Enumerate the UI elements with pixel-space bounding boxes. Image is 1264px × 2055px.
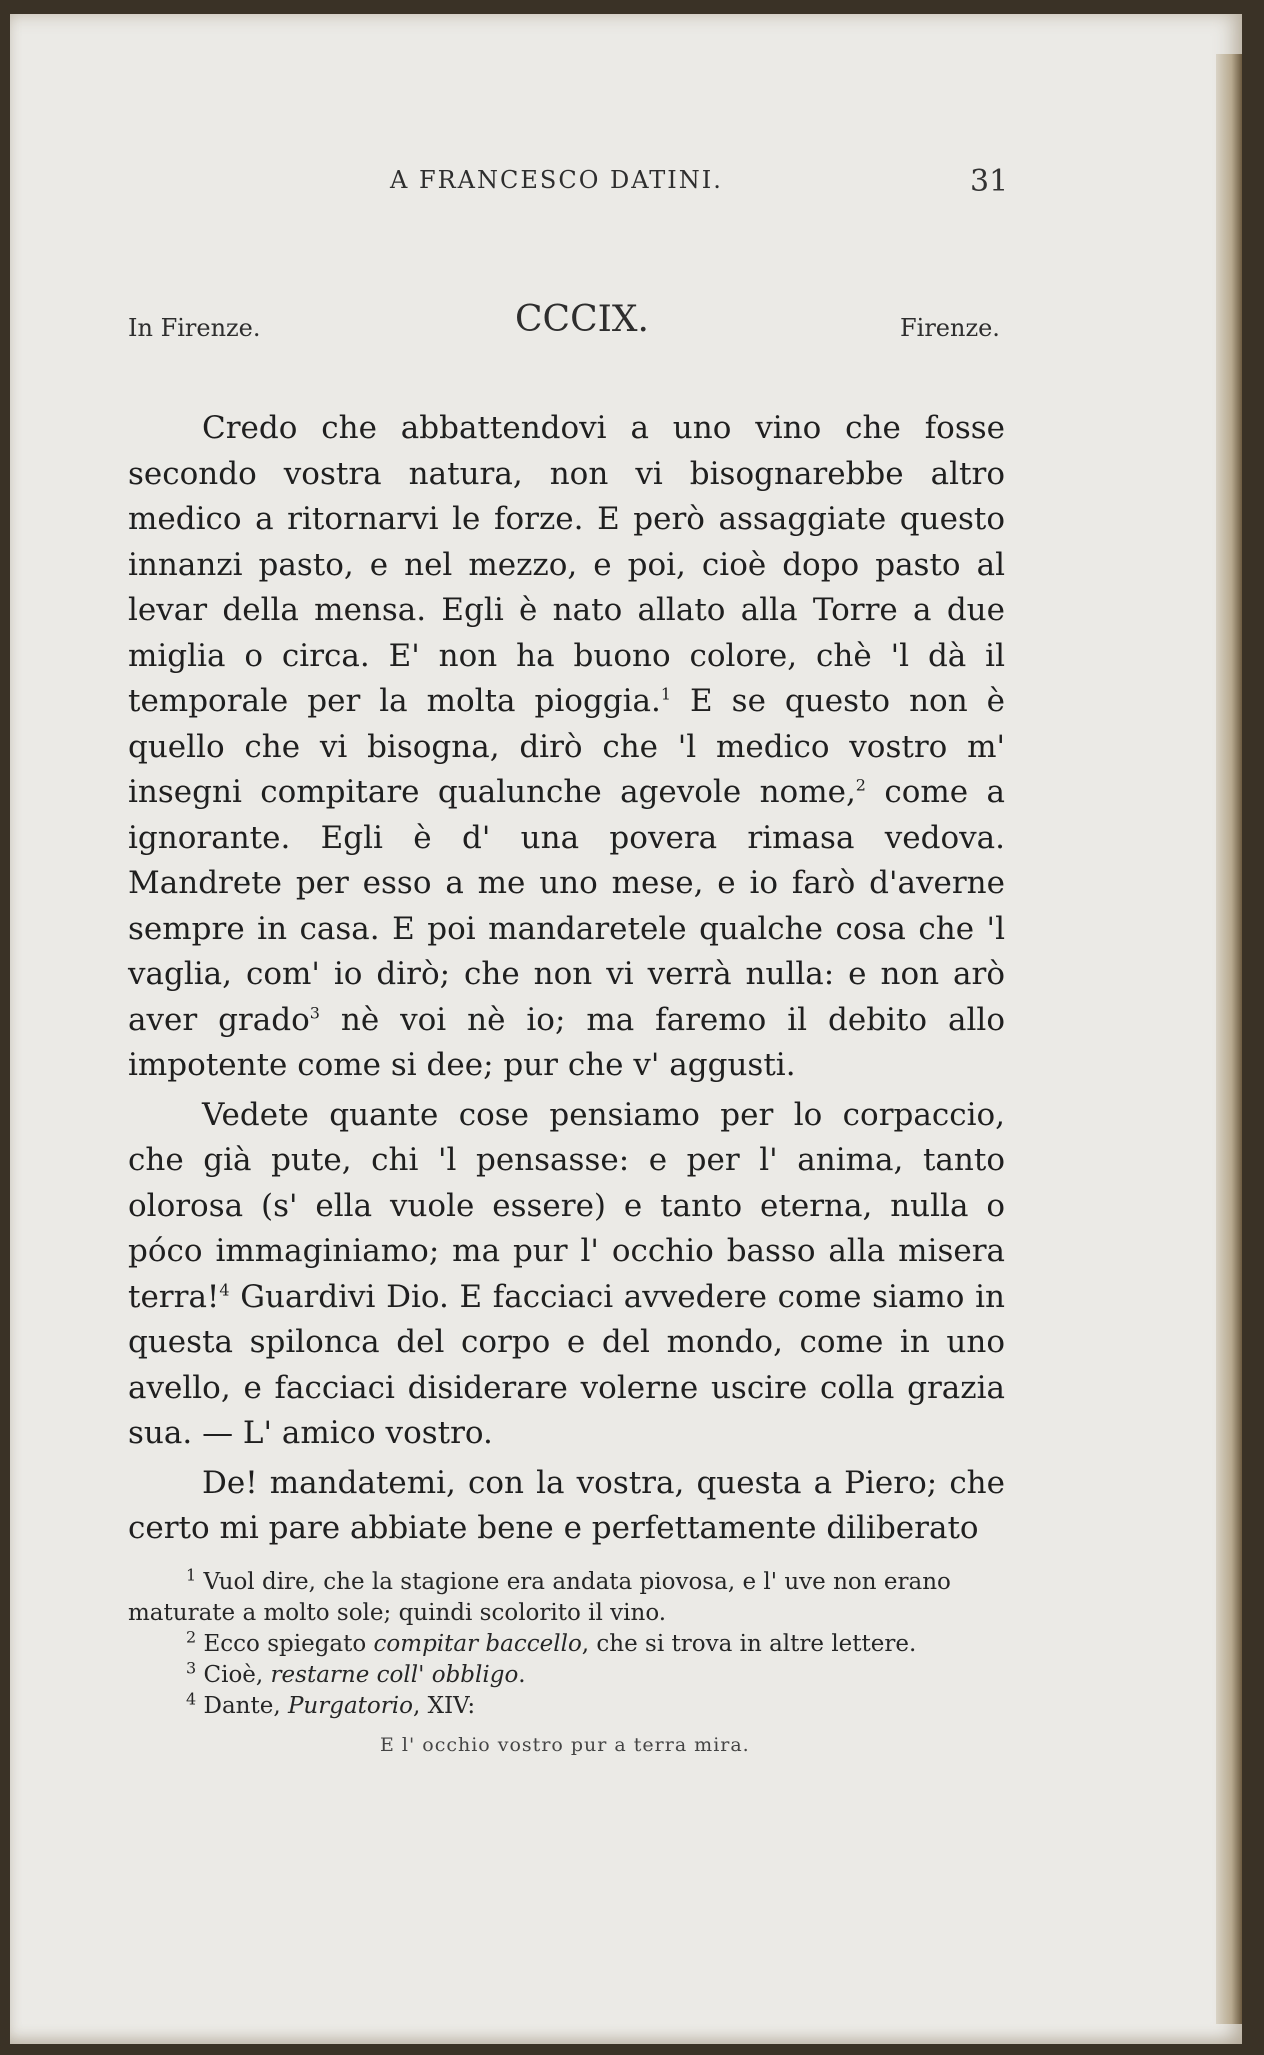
verse-quote: E l' occhio vostro pur a terra mira.	[380, 1734, 750, 1756]
paragraph-text: E se questo non è quello che vi bisogna, dirò che 'l medico vostro m' insegni compitare qualunche agevole nome,	[128, 683, 1005, 810]
paragraph-text: come a ignorante. Egli è d' una povera rimasa vedova. Mandrete per esso a me uno mese, e io farò d'averne sempre in casa. E poi mandaretele qualche cosa che 'l vaglia, com' io dirò; che non vi verrà nulla: e non arò aver grado	[128, 774, 1005, 1038]
running-title: A FRANCESCO DATINI.	[390, 166, 723, 194]
footnote-3	[128, 1660, 1005, 1691]
footnote-text: Cioè,	[196, 1662, 271, 1688]
footnote-ref: 3	[309, 1003, 320, 1023]
place-to: Firenze.	[900, 314, 1000, 342]
page-number: 31	[970, 164, 1009, 199]
footnote-text: Vuol dire, che la stagione era andata piovosa, e l' uve non erano maturate a molto sole; quindi scolorito il vino.	[128, 1569, 951, 1626]
paragraph-3	[128, 1461, 1005, 1552]
footnote-ref: 4	[219, 1280, 230, 1300]
footnote-text: Ecco spiegato	[196, 1631, 374, 1657]
footnote-italic: compitar baccello	[373, 1631, 582, 1657]
letter-number: CCCIX.	[515, 299, 649, 340]
footnote-1	[128, 1567, 1005, 1629]
footnote-ref: 1	[660, 684, 672, 704]
footnote-mark: 1	[186, 1565, 197, 1585]
footnote-text: , che si trova in altre lettere.	[581, 1631, 917, 1657]
letter-body	[128, 406, 1005, 1556]
paragraph-text: Credo che abbattendovi a uno vino che fosse secondo vostra natura, non vi bisognarebbe altro medico a ritornarvi le forze. E però assaggiate questo innanzi pasto, e nel mezzo, e poi, cioè dopo pasto al levar della mensa. Egli è nato allato alla Torre a due miglia o circa. E' non ha buono colore, chè 'l dà il temporale per la molta pioggia.	[128, 410, 1005, 719]
footnote-4	[128, 1691, 1005, 1722]
page-edge	[1216, 54, 1242, 2024]
footnote-mark: 2	[186, 1627, 197, 1647]
footnote-text: .	[518, 1662, 526, 1688]
footnote-mark: 3	[186, 1658, 197, 1678]
paragraph-2	[128, 1093, 1005, 1457]
paragraph-text: nè voi nè io; ma faremo il debito allo impotente come si dee; pur che v' aggusti.	[128, 1001, 1005, 1083]
paragraph-text: Guardivi Dio. E facciaci avvedere come siamo in questa spilonca del corpo e del mondo, come in uno avello, e facciaci disiderare volerne uscire colla grazia sua. — L' amico vostro.	[128, 1278, 1005, 1451]
paragraph-text: De! mandatemi, con la vostra, questa a Piero; che certo mi pare abbiate bene e perfettamente diliberato	[128, 1464, 1005, 1546]
paragraph-text: Vedete quante cose pensiamo per lo corpaccio, che già pute, chi 'l pensasse: e per l' anima, tanto olorosa (s' ella vuole essere) e tanto eterna, nulla o póco immaginiamo; ma pur l' occhio basso alla misera terra!	[128, 1096, 1005, 1315]
place-from: In Firenze.	[128, 314, 261, 342]
footnote-text: , XIV:	[412, 1693, 476, 1719]
footnote-mark: 4	[186, 1689, 197, 1709]
footnote-text: Dante,	[196, 1693, 288, 1719]
paragraph-1	[128, 406, 1005, 1089]
footnotes	[128, 1567, 1005, 1761]
book-page	[10, 14, 1242, 2044]
footnote-ref: 2	[855, 775, 866, 795]
footnote-italic: Purgatorio	[287, 1693, 413, 1719]
footnote-italic: restarne coll' obbligo	[270, 1662, 519, 1688]
footnote-2	[128, 1629, 1005, 1660]
